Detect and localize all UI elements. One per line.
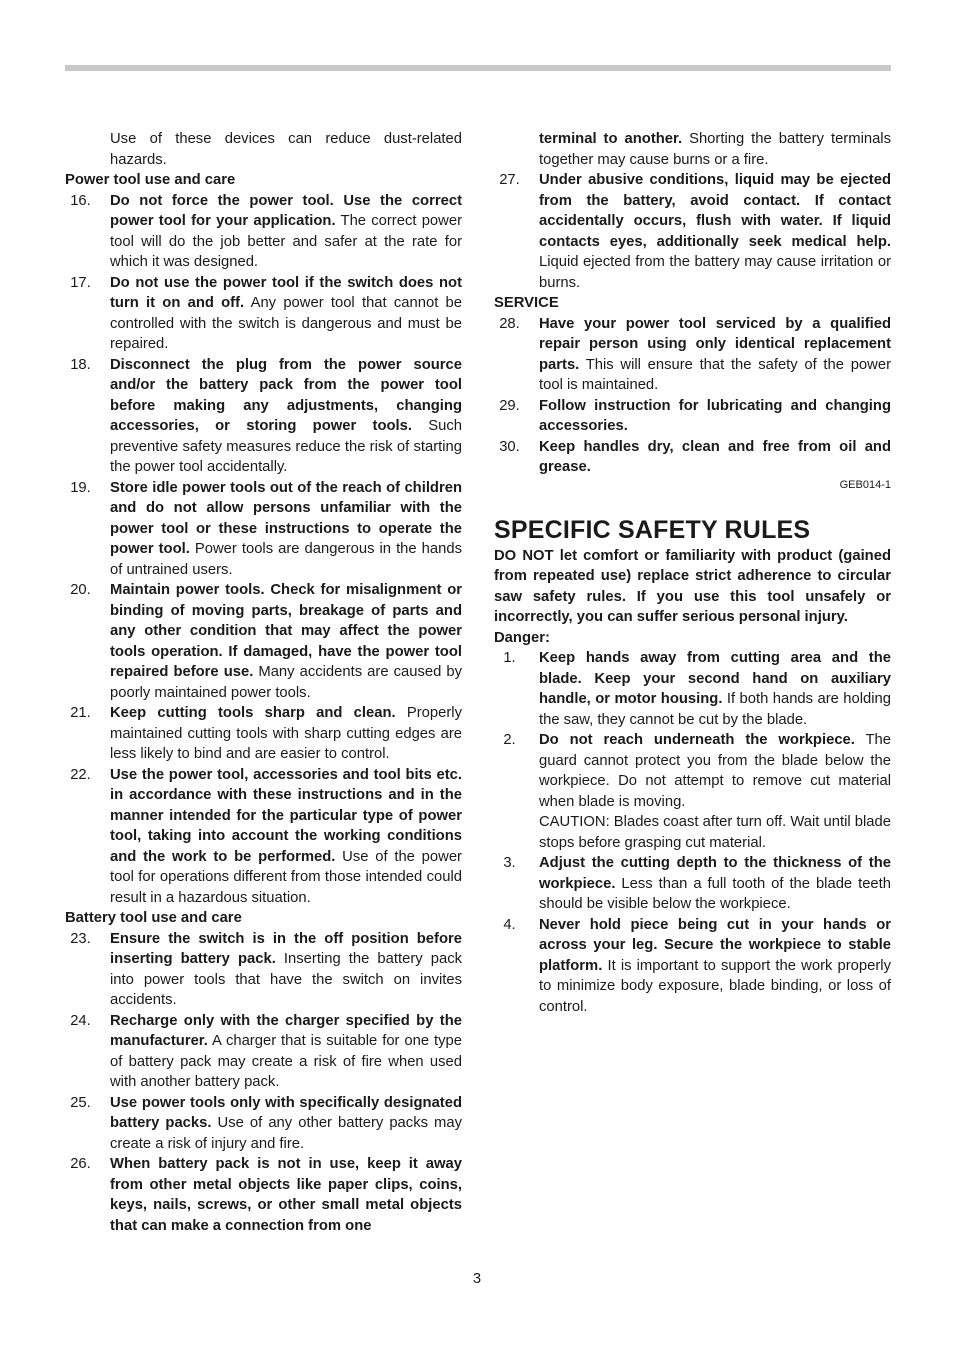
item-bold-text: Recharge only with the charger specified by the manufacturer. xyxy=(110,1012,462,1049)
item-number: 27. xyxy=(499,172,520,188)
left-column xyxy=(65,129,462,1236)
item-number: 2. xyxy=(503,732,516,748)
list-power-tool xyxy=(65,191,462,909)
item-number: 29. xyxy=(499,397,520,414)
item-number: 22. xyxy=(70,766,91,783)
section-title: SPECIFIC SAFETY RULES xyxy=(494,515,811,544)
item-number: 30. xyxy=(499,438,520,455)
item-body xyxy=(110,1093,462,1155)
item-bold-text: Keep hands away from cutting area and the blade. Keep your second hand on auxiliary handle, or motor housing. xyxy=(539,650,891,707)
header-rule xyxy=(65,65,891,71)
list-item xyxy=(494,396,891,437)
item-number: 17. xyxy=(70,274,91,291)
item-text: Such preventive safety measures reduce the risk of starting the power tool accidentally. xyxy=(110,418,462,475)
item-text: If both hands are holding the saw, they cannot be cut by the blade. xyxy=(539,691,891,728)
item-number: 20. xyxy=(70,582,91,598)
item-number: 21. xyxy=(70,705,91,721)
item-number: 16. xyxy=(70,192,91,209)
item-text: Use of the power tool for operations different from those intended could result in a hazardous situation. xyxy=(110,848,462,906)
item-bold-text: Do not reach underneath the workpiece. xyxy=(539,732,855,748)
item-body xyxy=(539,437,891,478)
item-bold-text: Use power tools only with specifically designated battery packs. xyxy=(110,1094,462,1131)
list-item xyxy=(494,730,891,853)
page-number: 3 xyxy=(472,1271,482,1287)
item-number: 3. xyxy=(503,855,516,871)
item-text: Power tools are dangerous in the hands of untrained users. xyxy=(110,541,462,578)
list-item xyxy=(494,314,891,396)
list-item xyxy=(65,191,462,273)
item-body xyxy=(110,929,462,1011)
continuation-text xyxy=(539,129,891,170)
item-text: Liquid ejected from the battery may cause irritation or burns. xyxy=(539,254,891,291)
item-bold-text: Do not use the power tool if the switch does not turn it on and off. xyxy=(110,274,462,311)
item-bold-text: Adjust the cutting depth to the thickness of the workpiece. xyxy=(539,855,891,892)
item-number: 25. xyxy=(70,1094,91,1111)
item-body xyxy=(539,648,891,730)
item-body xyxy=(539,170,891,293)
item-text: Any power tool that cannot be controlled with the switch is dangerous and must be repaired. xyxy=(110,295,462,352)
item-body xyxy=(110,355,462,478)
item-number: 24. xyxy=(70,1012,91,1029)
list-item xyxy=(65,765,462,909)
item-bold-text: Maintain power tools. Check for misalignment or binding of moving parts, breakage of parts and any other condition that may affect the power tools operation. If damaged, have the power tool repaired before use. xyxy=(110,582,462,680)
item-body xyxy=(110,191,462,273)
continuation-bold-text: terminal to another. xyxy=(539,131,683,147)
item-bold-text: Under abusive conditions, liquid may be ejected from the battery, avoid contact. If contact accidentally occurs, flush with water. If liquid contacts eyes, additionally seek medical help. xyxy=(539,172,891,250)
list-item xyxy=(65,1011,462,1093)
item-bold-text: Do not force the power tool. Use the correct power tool for your application. xyxy=(110,192,462,229)
list-item xyxy=(65,1154,462,1236)
list-item xyxy=(65,478,462,581)
section-heading-power-tool: Power tool use and care xyxy=(65,172,236,188)
item-body xyxy=(110,703,462,765)
intro-warning: DO NOT let comfort or familiarity with product (gained from repeated use) replace strict adherence to circular saw safety rules. If you use this tool unsafely or incorrectly, you can suffer serious personal injury. xyxy=(494,547,891,625)
continuation-plain-text: Shorting the battery terminals together may cause burns or a fire. xyxy=(539,131,891,168)
item-body xyxy=(110,1154,462,1236)
item-body xyxy=(539,314,891,396)
section-heading-battery: Battery tool use and care xyxy=(65,910,242,926)
list-item xyxy=(494,170,891,293)
list-item xyxy=(65,703,462,765)
list-item xyxy=(494,853,891,915)
item-text: It is important to support the work properly to minimize body exposure, blade binding, or loss of control. xyxy=(539,957,891,1015)
item-text: This will ensure that the safety of the power tool is maintained. xyxy=(539,356,891,393)
item-text: The guard cannot protect you from the blade below the workpiece. Do not attempt to remove cut material when blade is moving. xyxy=(539,732,892,810)
list-item xyxy=(494,648,891,730)
item-body xyxy=(539,853,891,915)
item-body xyxy=(110,1011,462,1093)
item-number: 4. xyxy=(503,916,516,933)
item-body xyxy=(110,273,462,355)
list-item xyxy=(65,929,462,1011)
item-bold-text: Disconnect the plug from the power source and/or the battery pack from the power tool before making any adjustments, changing accessories, or storing power tools. xyxy=(110,356,462,434)
item-bold-text: Store idle power tools out of the reach of children and do not allow persons unfamiliar with the power tool or these instructions to operate the power tool. xyxy=(110,479,462,557)
item-text: Properly maintained cutting tools with sharp cutting edges are less likely to bind and are easier to control. xyxy=(110,705,462,762)
item-body xyxy=(539,396,891,437)
item-bold-text: When battery pack is not in use, keep it away from other metal objects like paper clips, coins, keys, nails, screws, or other small metal objects that can make a connection from one xyxy=(110,1156,462,1234)
section-heading-service: SERVICE xyxy=(494,295,559,311)
item-bold-text: Keep handles dry, clean and free from oil and grease. xyxy=(539,438,891,475)
item-number: 1. xyxy=(503,650,516,666)
list-item xyxy=(65,355,462,478)
danger-label: Danger: xyxy=(494,629,550,646)
document-code: GEB014-1 xyxy=(839,478,891,491)
list-item xyxy=(494,437,891,478)
item-text: The correct power tool will do the job better and safer at the rate for which it was designed. xyxy=(110,213,462,270)
item-number: 26. xyxy=(70,1156,91,1172)
item-number: 28. xyxy=(499,315,520,332)
item-bold-text: Follow instruction for lubricating and changing accessories. xyxy=(539,397,891,434)
list-item xyxy=(65,1093,462,1155)
item-bold-text: Never hold piece being cut in your hands or across your leg. Secure the workpiece to stable platform. xyxy=(539,916,891,974)
item-text: A charger that is suitable for one type of battery pack may create a risk of fire when used with another battery pack. xyxy=(110,1033,462,1090)
item-text: Many accidents are caused by poorly maintained power tools. xyxy=(110,664,462,701)
item-body xyxy=(539,730,891,853)
item-number: 19. xyxy=(70,479,91,496)
item-body xyxy=(110,765,462,909)
item-text: Inserting the battery pack into power tools that have the switch on invites accidents. xyxy=(110,951,462,1008)
item-number: 18. xyxy=(70,356,91,373)
item-bold-text: Use the power tool, accessories and tool bits etc. in accordance with these instructions and in the manner intended for the particular type of power tool, taking into account the working conditions and the work to be performed. xyxy=(110,766,462,865)
list-item xyxy=(494,915,891,1018)
caution-note: CAUTION: Blades coast after turn off. Wait until blade stops before grasping cut material. xyxy=(539,814,891,851)
item-bold-text: Keep cutting tools sharp and clean. xyxy=(110,705,396,721)
item-text: Less than a full tooth of the blade teeth should be visible below the workpiece. xyxy=(539,875,891,912)
list-item xyxy=(65,580,462,703)
list-item xyxy=(65,273,462,355)
item-number: 23. xyxy=(70,930,91,947)
item-body xyxy=(110,478,462,581)
item-body xyxy=(110,580,462,703)
item-text: Use of any other battery packs may create a risk of injury and fire. xyxy=(110,1115,463,1152)
item-bold-text: Ensure the switch is in the off position before inserting battery pack. xyxy=(110,930,462,967)
item-bold-text: Have your power tool serviced by a qualified repair person using only identical replacement parts. xyxy=(539,315,891,373)
continuation-text: Use of these devices can reduce dust-related hazards. xyxy=(110,131,462,168)
item-body xyxy=(539,915,891,1018)
right-column xyxy=(494,129,891,1017)
list-battery xyxy=(65,929,462,1237)
